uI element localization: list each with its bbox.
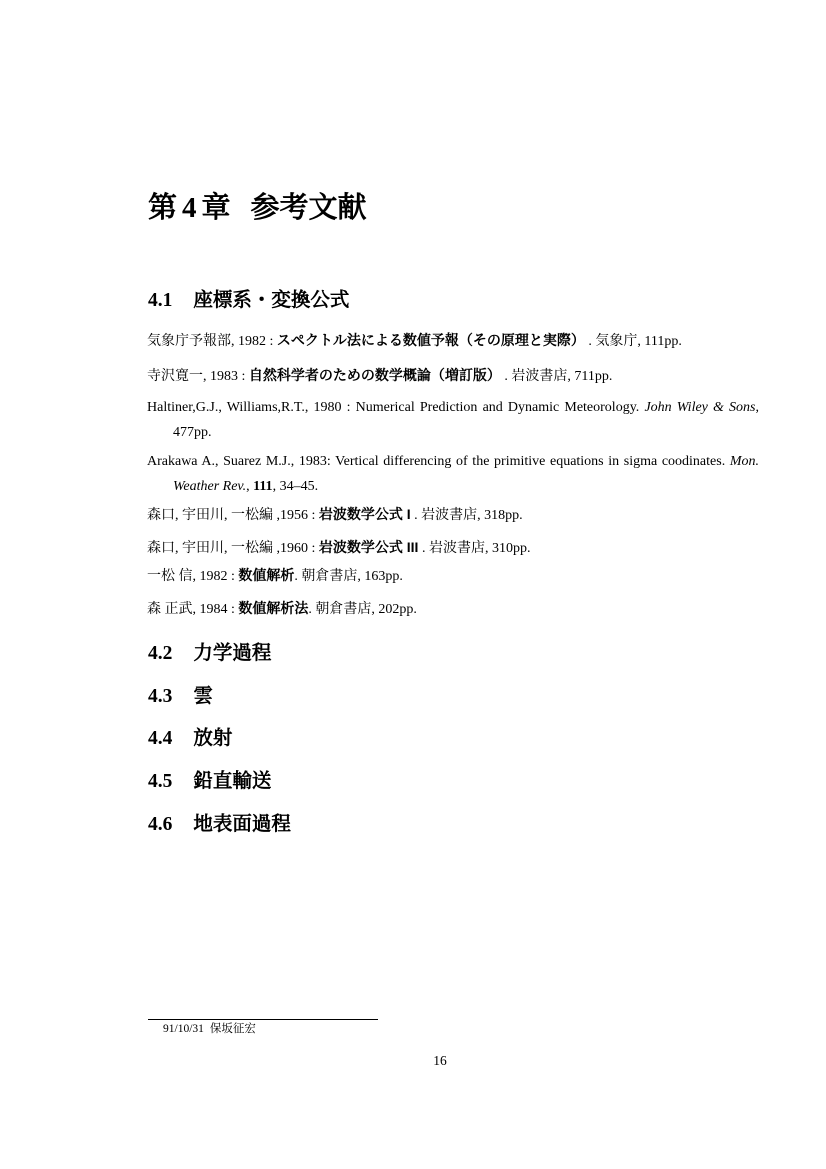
reference-text-segment: . 気象庁, 111pp. <box>584 334 682 349</box>
section-number: 4.2 <box>148 643 173 664</box>
section-heading-4-4 <box>148 727 232 750</box>
section-title: 力学過程 <box>193 642 272 664</box>
reference-entry <box>147 363 759 389</box>
reference-text-segment: , 477pp. <box>173 400 760 440</box>
section-title: 鉛直輸送 <box>193 770 272 792</box>
footnote-author: 保坂征宏 <box>209 1023 256 1035</box>
footnote-rule <box>148 1019 378 1020</box>
section-number: 4.3 <box>148 686 173 707</box>
reference-text-segment: . 岩波書店, 310pp. <box>418 541 531 556</box>
reference-text-segment: 数値解析法 <box>238 600 309 616</box>
section-number: 4.4 <box>148 728 173 749</box>
section-heading-4-2 <box>148 642 271 665</box>
section-heading-4-3 <box>148 685 213 708</box>
section-heading-4-5 <box>148 770 271 793</box>
reference-text-segment: 自然科学者のための数学概論（増訂版） <box>248 367 501 383</box>
section-number: 4.6 <box>148 814 173 835</box>
footnote-date: 91/10/31 <box>163 1023 204 1035</box>
reference-entry <box>147 596 759 622</box>
reference-text-segment: Arakawa A., Suarez M.J., 1983: Vertical differencing of the primitive equations in sigma coodinates. <box>147 454 730 469</box>
reference-text-segment: . 朝倉書店, 163pp. <box>294 569 403 584</box>
section-title: 地表面過程 <box>193 813 291 835</box>
section-number: 4.5 <box>148 771 173 792</box>
reference-text-segment: 森口, 宇田川, 一松編 ,1960 : <box>147 541 319 556</box>
reference-text-segment: . 岩波書店, 318pp. <box>410 508 523 523</box>
reference-text-segment: Haltiner,G.J., Williams,R.T., 1980 : Numerical Prediction and Dynamic Meteorology. <box>147 400 645 415</box>
reference-text-segment: 森 正武, 1984 : <box>147 602 239 617</box>
reference-entry <box>147 535 759 561</box>
reference-text-segment: 111 <box>253 479 273 494</box>
reference-text-segment: John Wiley & Sons <box>644 400 756 415</box>
reference-text-segment: , <box>246 479 254 494</box>
reference-text-segment: 一松 信, 1982 : <box>147 569 239 584</box>
reference-text-segment: スペクトル法による数値予報（その原理と実際） <box>276 332 585 348</box>
reference-entry <box>147 502 759 528</box>
chapter-prefix: 第 <box>148 192 178 224</box>
reference-text-segment: . 岩波書店, 711pp. <box>500 369 613 384</box>
section-heading-4-6 <box>148 813 291 836</box>
section-title: 座標系・変換公式 <box>193 289 350 311</box>
page-number: 16 <box>433 1053 447 1068</box>
chapter-title: 参考文献 <box>250 192 367 224</box>
reference-text-segment: 寺沢寛一, 1983 : <box>147 369 249 384</box>
reference-text-segment: . 朝倉書店, 202pp. <box>308 602 417 617</box>
chapter-number: 4 <box>182 192 197 224</box>
reference-text-segment: 岩波数学公式 III <box>318 539 419 555</box>
reference-text-segment: 気象庁予報部, 1982 : <box>147 334 277 349</box>
references-list <box>147 0 760 1169</box>
reference-entry <box>147 395 759 445</box>
reference-entry <box>147 563 759 589</box>
reference-entry <box>147 449 759 499</box>
reference-text-segment: 数値解析 <box>238 567 295 583</box>
chapter-suffix: 章 <box>201 192 231 224</box>
reference-text-segment: 岩波数学公式 I <box>318 506 411 522</box>
reference-text-segment: , 34–45. <box>272 479 319 494</box>
section-title: 雲 <box>193 685 213 707</box>
reference-entry <box>147 328 759 354</box>
section-number: 4.1 <box>148 290 173 311</box>
section-title: 放射 <box>193 727 233 749</box>
reference-text-segment: Mon. Weather Rev. <box>173 454 759 494</box>
footnote <box>163 1021 256 1037</box>
reference-text-segment: 森口, 宇田川, 一松編 ,1956 : <box>147 508 319 523</box>
